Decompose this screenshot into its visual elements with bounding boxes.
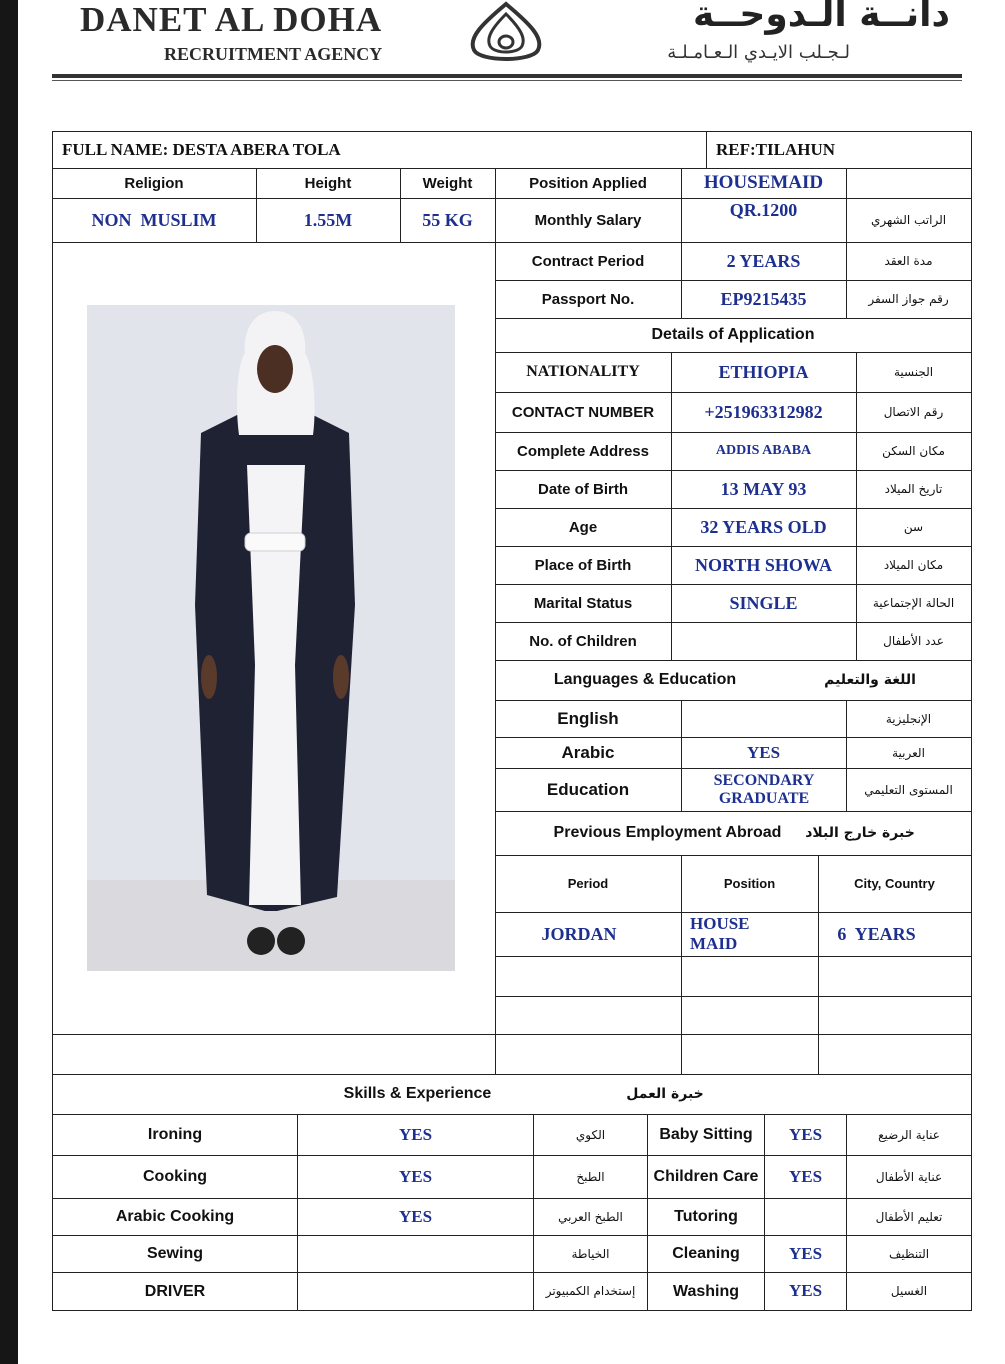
employment-position-value: HOUSE MAID: [690, 914, 750, 953]
skill-label: Ironing: [147, 1126, 203, 1143]
height-value: 1.55M: [303, 209, 353, 230]
employment-col-city: City, Country: [854, 876, 935, 891]
languages-title-ar: اللغة والتعليم: [824, 672, 916, 688]
employment-title-ar: خبرة خارج البلاد: [805, 825, 915, 841]
skill-label-ar: الكوي: [575, 1127, 606, 1142]
skill-value: YES: [788, 1243, 823, 1263]
grid-line: [52, 1310, 972, 1311]
passport-label-ar: رقم جواز السفر: [868, 292, 949, 306]
contract-period-label: Contract Period: [531, 252, 645, 270]
english-value: [681, 700, 846, 737]
details-label-ar: الجنسية: [893, 365, 934, 379]
weight-label: Weight: [422, 174, 473, 192]
agency-subtitle-en: RECRUITMENT AGENCY: [164, 44, 383, 64]
skill-label: Sewing: [146, 1245, 203, 1262]
grid-line: [495, 956, 972, 957]
height-label: Height: [304, 174, 352, 192]
salary-label-ar: الراتب الشهري: [870, 213, 947, 227]
details-label: No. of Children: [529, 632, 637, 650]
scan-edge: [0, 0, 18, 1364]
details-value: +251963312982: [704, 401, 823, 422]
details-value: ADDIS ABABA: [715, 443, 812, 458]
skill-label-ar: الطبخ: [576, 1169, 605, 1184]
skill-label: Washing: [672, 1282, 740, 1300]
skill-value: YES: [398, 1166, 433, 1186]
skill-label-ar: إستخدام الكمبيوتر: [545, 1284, 636, 1298]
weight-value: 55 KG: [422, 209, 473, 230]
employment-col-position: Position: [723, 876, 776, 891]
details-label: NATIONALITY: [526, 363, 640, 380]
employment-col-period: Period: [567, 876, 609, 891]
skill-label-ar: التنظيف: [888, 1246, 930, 1261]
candidate-photo: [87, 305, 455, 971]
details-label: Age: [568, 518, 598, 536]
education-label-ar: المستوى التعليمي: [864, 782, 953, 797]
english-label-ar: الإنجليزية: [885, 711, 932, 726]
arabic-label-ar: العربية: [892, 745, 925, 760]
education-value: SECONDARY GRADUATE: [713, 771, 815, 807]
full-name: FULL NAME: DESTA ABERA TOLA: [62, 139, 341, 159]
skill-label: Arabic Cooking: [115, 1208, 235, 1225]
details-label: Marital Status: [533, 594, 633, 612]
details-value: [671, 622, 856, 660]
agency-subtitle-ar: لـجـلب الايـدي الـعـامـلـة: [667, 42, 850, 63]
skills-title-ar: خبرة العمل: [626, 1086, 704, 1102]
details-value: SINGLE: [729, 592, 798, 613]
passport-label: Passport No.: [541, 290, 635, 308]
details-label: Date of Birth: [538, 480, 628, 498]
education-label: Education: [546, 779, 630, 799]
grid-line: [971, 1074, 972, 1310]
employment-city-value: 6 YEARS: [837, 923, 916, 944]
contract-period-label-ar: مدة العقد: [884, 254, 933, 268]
skill-value: YES: [398, 1124, 433, 1144]
skill-label-ar: تعليم الأطفال: [875, 1209, 943, 1224]
details-label: Complete Address: [517, 442, 649, 460]
contract-period-value: 2 YEARS: [726, 250, 801, 271]
grid-line: [706, 131, 707, 168]
skill-label: Cooking: [143, 1168, 207, 1185]
skill-label-ar: الطبخ العربي: [558, 1209, 623, 1224]
skill-value: YES: [788, 1281, 823, 1300]
english-label: English: [557, 708, 619, 728]
position-value: HOUSEMAID: [703, 172, 824, 193]
passport-value: EP9215435: [720, 288, 807, 309]
skill-value: [298, 1272, 533, 1310]
details-label-ar: تاريخ الميلاد: [884, 482, 943, 496]
details-label: Place of Birth: [534, 556, 632, 574]
agency-name-ar: دانــة الـدوحــة: [692, 0, 950, 35]
employment-title: Previous Employment Abroad: [553, 824, 782, 841]
arabic-label: Arabic: [561, 742, 615, 762]
grid-line: [52, 131, 53, 1074]
header-rule: [52, 74, 962, 78]
skill-value: [765, 1198, 846, 1235]
details-label-ar: سن: [903, 520, 924, 534]
employment-period-value: JORDAN: [541, 923, 617, 944]
religion-label: Religion: [124, 174, 184, 192]
grid-line: [971, 131, 972, 1074]
details-title: Details of Application: [651, 326, 815, 343]
arabic-value: YES: [746, 742, 781, 762]
skill-value: YES: [788, 1124, 823, 1144]
skill-label: Tutoring: [674, 1208, 738, 1225]
languages-title: Languages & Education: [553, 671, 737, 688]
grid-line: [52, 1034, 972, 1035]
agency-name-en: DANET AL DOHA: [80, 0, 383, 39]
skill-label: Baby Sitting: [659, 1126, 753, 1143]
skill-value: YES: [398, 1206, 433, 1226]
skill-label-ar: عناية الأطفال: [875, 1169, 943, 1184]
salary-label: Monthly Salary: [534, 211, 642, 229]
position-label: Position Applied: [529, 174, 647, 192]
skills-title: Skills & Experience: [343, 1085, 492, 1102]
grid-line: [495, 996, 972, 997]
details-value: ETHIOPIA: [718, 361, 809, 382]
skill-label: Children Care: [653, 1168, 759, 1185]
details-label-ar: مكان الميلاد: [883, 558, 944, 572]
skill-value: [298, 1235, 533, 1272]
details-value: 32 YEARS OLD: [700, 516, 827, 537]
religion-value: NON MUSLIM: [91, 209, 217, 230]
details-label-ar: مكان السكن: [882, 444, 945, 458]
details-label-ar: عدد الأطفال: [883, 634, 944, 648]
details-label-ar: الحالة الإجتماعية: [872, 596, 955, 610]
skill-label: Cleaning: [672, 1245, 740, 1262]
skill-label-ar: عناية الرضيع: [878, 1127, 940, 1142]
details-label-ar: رقم الاتصال: [883, 405, 944, 419]
skill-value: YES: [788, 1166, 823, 1186]
header-rule-thin: [52, 80, 962, 81]
salary-value: QR.1200: [729, 200, 798, 220]
skill-label: DRIVER: [144, 1282, 206, 1300]
details-value: NORTH SHOWA: [695, 554, 832, 575]
skill-label-ar: الخياطة: [571, 1246, 610, 1261]
details-label: CONTACT NUMBER: [511, 403, 655, 421]
skill-label-ar: الغسيل: [890, 1284, 928, 1298]
details-value: 13 MAY 93: [720, 478, 807, 499]
reference-code: REF:TILAHUN: [716, 139, 836, 159]
drop-logo-icon: [462, 0, 550, 66]
